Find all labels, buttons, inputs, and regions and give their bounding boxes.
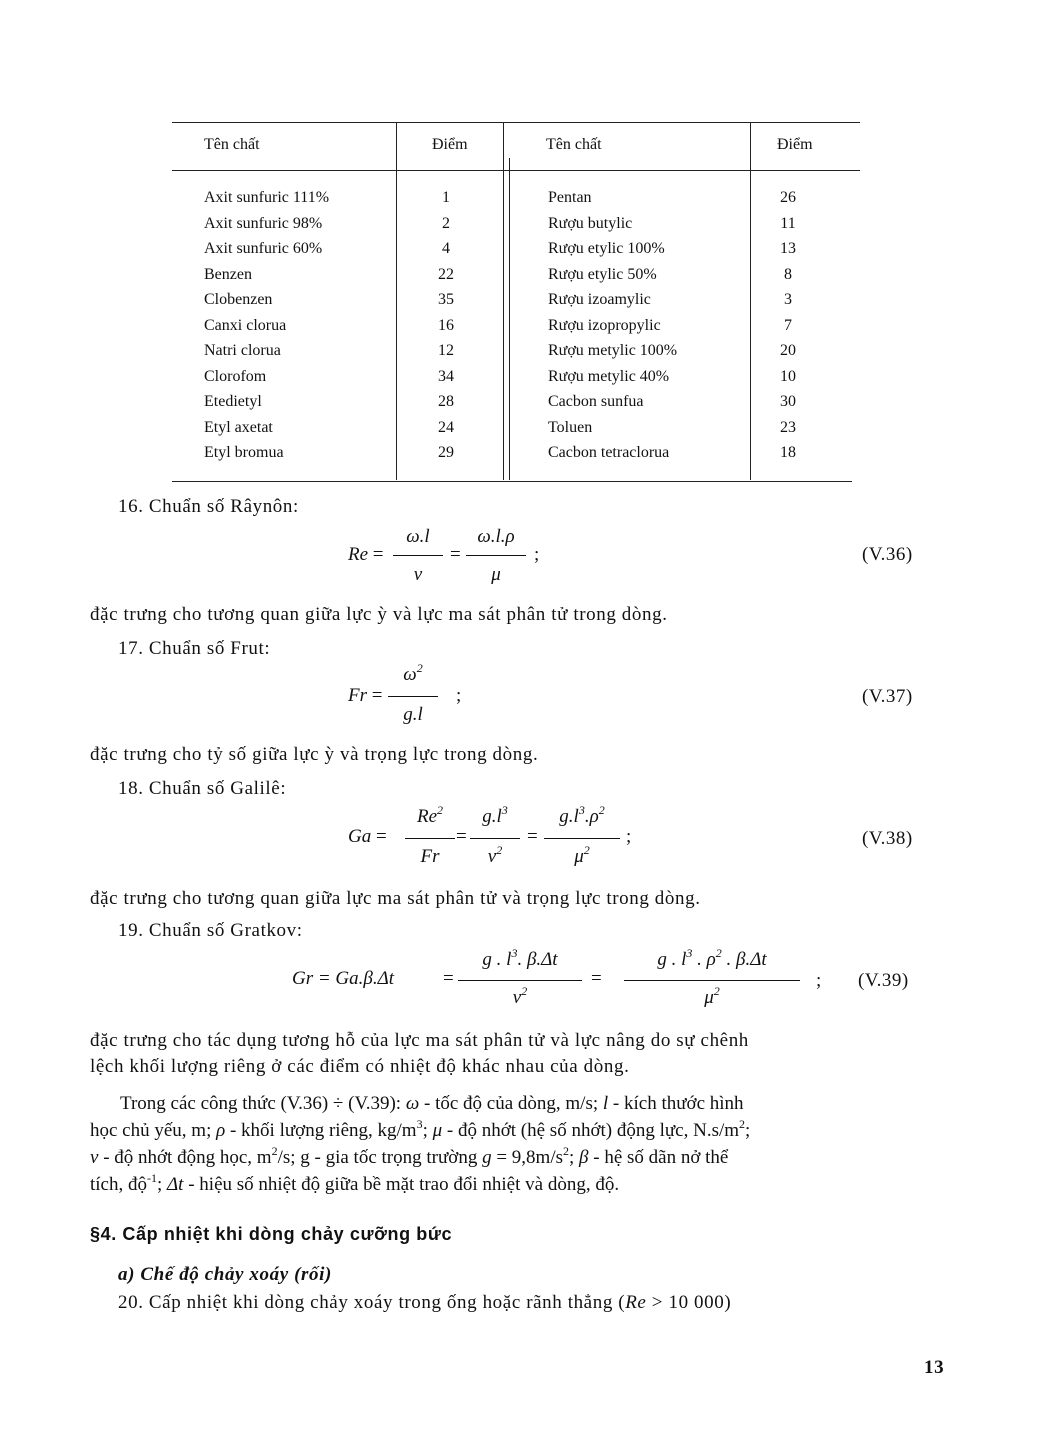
exponent: 2 xyxy=(739,1117,746,1131)
notes-text: - hiệu số nhiệt độ giữa bề mặt trao đổi nhiệt và dòng, độ. xyxy=(183,1174,620,1195)
table-cell: Canxi clorua xyxy=(204,316,287,334)
notes-text: - tốc độ của dòng, m/s; xyxy=(419,1093,603,1114)
heading-froude: 17. Chuẩn số Frut: xyxy=(118,638,271,659)
eq-grashof-den2: $\mu^2$ xyxy=(704,984,720,1008)
table-header-rule xyxy=(172,170,860,171)
notes-text: ; xyxy=(745,1120,751,1141)
page-number: 13 xyxy=(924,1357,945,1378)
left-names-column xyxy=(204,185,389,466)
re-symbol: Re xyxy=(625,1292,647,1313)
eq-galileo-lhs: Ga = xyxy=(348,826,387,847)
mu-symbol: μ xyxy=(432,1120,443,1141)
section-heading: §4. Cấp nhiệt khi dòng chảy cưỡng bức xyxy=(90,1224,453,1244)
table-cell: Rượu etylic 100% xyxy=(548,240,665,257)
table-cell: 11 xyxy=(780,214,796,232)
table-cell: Rượu metylic 100% xyxy=(548,342,678,359)
eq-number-v38: (V.38) xyxy=(862,828,913,849)
notes-text: - hệ số dãn nở thể xyxy=(588,1147,729,1168)
fraction-bar xyxy=(470,838,520,839)
equals-sign: = xyxy=(450,544,461,565)
right-points-column xyxy=(766,185,810,466)
table-cell: 28 xyxy=(438,393,454,410)
table-cell: Rượu etylic 50% xyxy=(548,265,657,283)
eq-grashof-num2: g . $l^3$ . $\rho^2$ . β.Δt xyxy=(657,946,767,970)
eq-galileo-num3: $g.l^3.\rho^2$ xyxy=(559,803,605,827)
table-cell: Clobenzen xyxy=(204,291,273,308)
eq-reynolds-num1: ω.l xyxy=(406,526,430,547)
eq-froude-den: g.l xyxy=(403,704,423,725)
delta-t-symbol: Δt xyxy=(167,1174,184,1195)
notes-text: = 9,8m/s xyxy=(491,1147,563,1168)
notes-text: - kích thước hình xyxy=(608,1093,744,1114)
eq-reynolds-lhs: Re = xyxy=(348,544,384,565)
fraction-bar xyxy=(624,980,800,981)
table-cell: Pentan xyxy=(548,189,592,206)
semicolon: ; xyxy=(534,544,540,565)
table-cell: Axit sunfuric 111% xyxy=(204,189,330,206)
table-divider xyxy=(503,122,504,480)
fr-symbol: Fr xyxy=(348,685,367,706)
left-points-column xyxy=(422,185,470,466)
grashof-description-2: lệch khối lượng riêng ở các điểm có nhiệt độ khác nhau của dòng. xyxy=(90,1056,630,1077)
notes-text: ; xyxy=(157,1174,168,1195)
table-cell: Rượu izoamylic xyxy=(548,291,651,308)
table-cell: 3 xyxy=(784,291,792,308)
table-cell: 2 xyxy=(442,214,450,232)
table-cell: Etyl axetat xyxy=(204,418,273,436)
g-symbol: g xyxy=(482,1147,492,1168)
eq-number-v39: (V.39) xyxy=(858,970,909,991)
semicolon: ; xyxy=(456,685,462,706)
eq-galileo-den2: $\nu^2$ xyxy=(487,843,503,867)
exponent: 2 xyxy=(563,1144,569,1158)
table-divider xyxy=(509,158,510,480)
fraction-bar xyxy=(458,980,582,981)
table-cell: Etyl bromua xyxy=(204,444,284,461)
fraction-bar xyxy=(544,838,620,839)
table-top-rule xyxy=(172,122,860,123)
table-cell: 8 xyxy=(784,265,792,283)
table-divider xyxy=(750,122,751,480)
table-cell: Rượu izopropylic xyxy=(548,316,661,334)
equals-sign: = xyxy=(456,826,467,847)
substance-points-table xyxy=(172,122,860,482)
table-cell: Cacbon tetraclorua xyxy=(548,444,670,461)
header-points-right: Điểm xyxy=(777,136,813,153)
table-cell: Axit sunfuric 60% xyxy=(204,240,323,257)
table-cell: 22 xyxy=(438,265,454,283)
grashof-description-1: đặc trưng cho tác dụng tương hỗ của lực ma sát phân tử và lực nâng do sự chênh xyxy=(90,1030,749,1051)
fraction-bar xyxy=(405,838,455,839)
symbol-definitions xyxy=(90,1090,960,1198)
exponent: 2 xyxy=(271,1144,278,1158)
eq-number-v36: (V.36) xyxy=(862,544,913,565)
table-cell: 13 xyxy=(780,240,796,257)
table-cell: Clorofom xyxy=(204,367,267,385)
notes-text: ; xyxy=(569,1147,580,1168)
equals-sign: = xyxy=(527,826,538,847)
heading-grashof: 19. Chuẩn số Gratkov: xyxy=(118,920,303,941)
rho-symbol: ρ xyxy=(216,1120,226,1141)
table-bottom-rule xyxy=(172,481,852,482)
semicolon: ; xyxy=(626,826,632,847)
table-cell: 10 xyxy=(780,367,796,385)
item-20-text: 20. Cấp nhiệt khi dòng chảy xoáy trong ống hoặc rãnh thẳng ( xyxy=(118,1292,626,1313)
equals-sign: = xyxy=(591,968,602,989)
reynolds-description: đặc trưng cho tương quan giữa lực ỳ và lực ma sát phân tử trong dòng. xyxy=(90,604,668,625)
table-cell: Toluen xyxy=(548,418,593,436)
header-name-left: Tên chất xyxy=(204,136,260,153)
l-symbol: l xyxy=(602,1093,609,1114)
exponent: 3 xyxy=(416,1117,423,1131)
header-name-right: Tên chất xyxy=(546,136,602,153)
fraction-bar xyxy=(466,555,526,556)
notes-text: Trong các công thức (V.36) ÷ (V.39): xyxy=(120,1093,406,1114)
notes-line xyxy=(90,1117,960,1144)
header-points-left: Điểm xyxy=(432,136,468,153)
table-cell: 34 xyxy=(438,367,454,385)
table-cell: Rượu butylic xyxy=(548,214,633,232)
omega-symbol: ω xyxy=(403,664,417,685)
table-cell: 20 xyxy=(780,342,796,359)
galileo-description: đặc trưng cho tương quan giữa lực ma sát phân tử và trọng lực trong dòng. xyxy=(90,888,701,909)
notes-text: học chủ yếu, m; xyxy=(90,1120,217,1141)
table-cell: 1 xyxy=(442,189,450,206)
equals-sign: = xyxy=(443,968,454,989)
item-20-text: > 10 000) xyxy=(646,1292,732,1313)
table-cell: Etedietyl xyxy=(204,393,262,410)
exponent: 2 xyxy=(416,661,423,675)
notes-line xyxy=(90,1090,960,1117)
eq-number-v37: (V.37) xyxy=(862,686,913,707)
notes-text: - độ nhớt động học, m xyxy=(98,1147,272,1168)
ga-symbol: Ga xyxy=(348,826,372,847)
eq-froude-lhs: Fr = xyxy=(348,685,383,706)
table-cell: 16 xyxy=(438,316,454,334)
table-cell: 4 xyxy=(442,240,450,257)
table-cell: 7 xyxy=(784,316,792,334)
table-cell: Axit sunfuric 98% xyxy=(204,214,323,232)
table-cell: 23 xyxy=(780,418,796,436)
table-cell: Rượu metylic 40% xyxy=(548,367,670,385)
item-20 xyxy=(118,1292,731,1314)
eq-reynolds-den1: ν xyxy=(413,564,423,585)
table-cell: Natri clorua xyxy=(204,342,281,359)
table-cell: 18 xyxy=(780,444,796,461)
notes-line xyxy=(90,1144,960,1171)
eq-grashof-lhs: Gr = Ga.β.Δt xyxy=(292,968,395,989)
eq-galileo-num1: Re$^2$ xyxy=(416,803,444,827)
notes-line xyxy=(90,1171,960,1198)
table-cell: 24 xyxy=(438,418,454,436)
notes-text: - độ nhớt (hệ số nhớt) động lực, N.s/m xyxy=(442,1120,740,1141)
beta-symbol: β xyxy=(579,1147,589,1168)
right-names-column xyxy=(548,185,746,466)
froude-description: đặc trưng cho tỷ số giữa lực ỳ và trọng lực trong dòng. xyxy=(90,744,539,765)
table-divider xyxy=(396,122,397,480)
subsection-heading: a) Chế độ chảy xoáy (rối) xyxy=(118,1264,332,1285)
table-cell: 26 xyxy=(780,189,796,206)
eq-galileo-den3: $\mu^2$ xyxy=(574,843,590,867)
eq-grashof-den1: $\nu^2$ xyxy=(512,984,528,1008)
eq-galileo-den1: Fr xyxy=(420,846,440,867)
table-cell: 29 xyxy=(438,444,454,461)
notes-text: /s; g - gia tốc trọng trường xyxy=(277,1147,483,1168)
notes-text: tích, độ xyxy=(90,1174,147,1195)
heading-reynolds: 16. Chuẩn số Râynôn: xyxy=(118,496,299,517)
eq-grashof-num1: g . $l^3$. β.Δt xyxy=(482,946,558,970)
table-cell: 12 xyxy=(438,342,454,359)
eq-reynolds-num2: ω.l.ρ xyxy=(477,526,515,547)
semicolon: ; xyxy=(816,970,822,991)
notes-text: - khối lượng riêng, kg/m xyxy=(225,1120,417,1141)
table-cell: 30 xyxy=(780,393,796,410)
notes-text: ; xyxy=(422,1120,433,1141)
fraction-bar xyxy=(388,696,438,697)
eq-galileo-num2: $g.l^3$ xyxy=(482,803,508,827)
eq-reynolds-den2: μ xyxy=(491,564,501,585)
fraction-bar xyxy=(393,555,443,556)
exponent: -1 xyxy=(147,1171,157,1185)
nu-symbol: ν xyxy=(90,1147,99,1168)
eq-froude-num xyxy=(388,661,438,686)
re-symbol: Re xyxy=(348,544,369,565)
table-cell: 35 xyxy=(438,291,454,308)
heading-galileo: 18. Chuẩn số Galilê: xyxy=(118,778,287,799)
omega-symbol: ω xyxy=(405,1093,420,1114)
table-cell: Benzen xyxy=(204,265,252,283)
table-cell: Cacbon sunfua xyxy=(548,393,644,410)
